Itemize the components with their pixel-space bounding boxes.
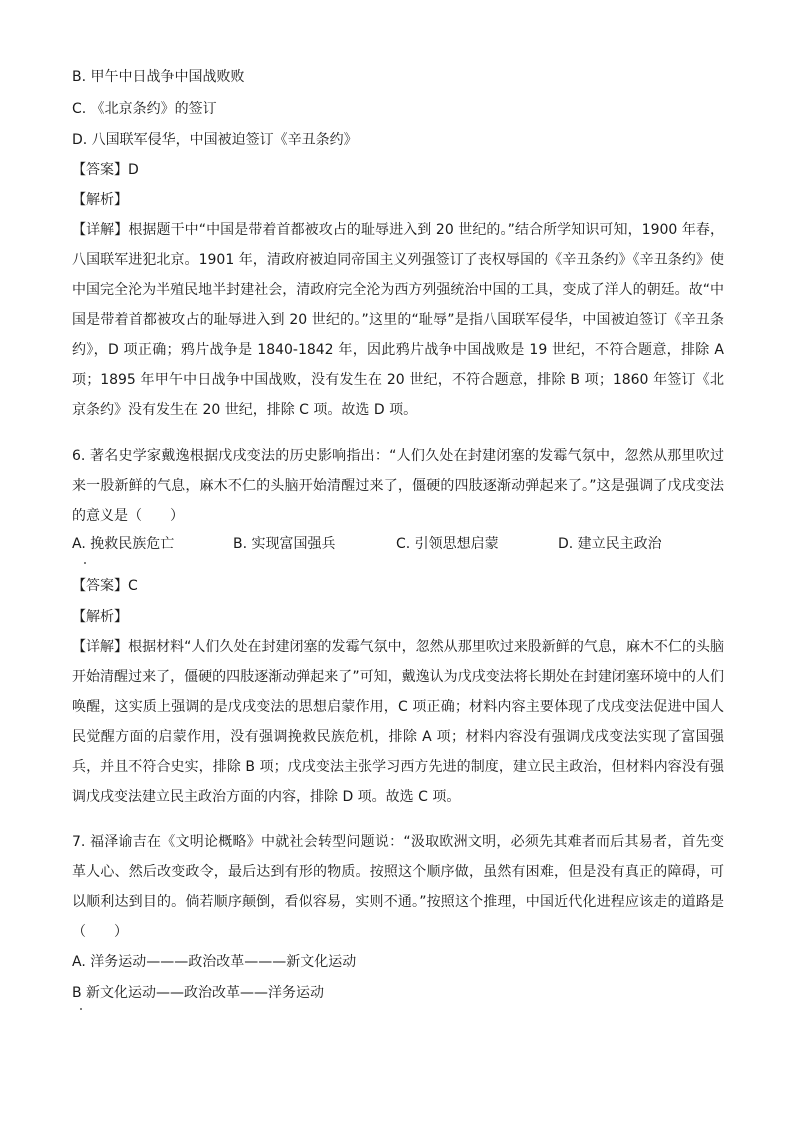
q5-analysis-label: 【解析】 bbox=[72, 192, 128, 208]
q6-option-d: D. 建立民主政治 bbox=[558, 536, 662, 552]
q5-option-c: C. 《北京条约》的签订 bbox=[72, 101, 217, 117]
q5-answer: 【答案】D bbox=[72, 162, 139, 178]
stray-dot bbox=[80, 1008, 82, 1010]
stray-dot bbox=[84, 562, 86, 564]
q5-option-d: D. 八国联军侵华，中国被迫签订《辛丑条约》 bbox=[72, 132, 358, 148]
q7-stem: 7. 福泽谕吉在《文明论概略》中就社会转型问题说：“汲取欧洲文明，必须先其难者而后其易者，首先变革人心、然后改变政令，最后达到有形的物质。按照这个顺序做，虽然有困难，但是没有真正的障碍，可以顺利达到目的。倘若顺序颠倒，看似容易，实则不通。”按照这个推理，中国近代化进程应该走的道路是（ ） bbox=[72, 834, 724, 940]
q6-option-a: A. 挽救民族危亡 bbox=[72, 536, 175, 552]
q6-analysis-label: 【解析】 bbox=[72, 609, 128, 625]
q5-option-b: B. 甲午中日战争中国战败败 bbox=[72, 69, 245, 85]
q6-options bbox=[72, 534, 732, 554]
q6-stem: 6. 著名史学家戴逸根据戊戌变法的历史影响指出：“人们久处在封建闭塞的发霉气氛中，忽然从那里吹过来一股新鲜的气息，麻木不仁的头脑开始清醒过来了，僵硬的四肢逐渐动弹起来了。”这是强调了戊戌变法的意义是（ ） bbox=[72, 448, 724, 524]
q7-option-a: A. 洋务运动———政治改革———新文化运动 bbox=[72, 954, 357, 970]
q6-option-c: C. 引领思想启蒙 bbox=[396, 536, 499, 552]
q6-detail: 【详解】根据材料“人们久处在封建闭塞的发霉气氛中，忽然从那里吹过来股新鲜的气息，麻木不仁的头脑开始清醒过来了，僵硬的四肢逐渐动弹起来了”可知，戴逸认为戊戌变法将长期处在封建闭塞环境中的人们唤醒，这实质上强调的是戊戌变法的思想启蒙作用，C 项正确；材料内容主要体现了戊戌变法促进中国人民觉醒方面的启蒙作用，没有强调挽救民族危机，排除 A 项；材料内容没有强调戊戌变法实现了富国强兵，并且不符合史实，排除 B 项；戊戌变法主张学习西方先进的制度，建立民主政治，但材料内容没有强调戊戌变法建立民主政治方面的内容，排除 D 项。故选 C 项。 bbox=[72, 639, 724, 805]
q7-option-b: B 新文化运动——政治改革——洋务运动 bbox=[72, 985, 325, 1001]
q6-option-b: B. 实现富国强兵 bbox=[233, 536, 336, 552]
q6-answer: 【答案】C bbox=[72, 578, 138, 594]
q5-detail: 【详解】根据题干中“中国是带着首都被攻占的耻辱进入到 20 世纪的。”结合所学知识可知，1900 年春，八国联军进犯北京。1901 年，清政府被迫同帝国主义列强签订了丧权辱国的《辛丑条约》《辛丑条约》使中国完全沦为半殖民地半封建社会，清政府完全沦为西方列强统治中国的工具，变成了洋人的朝廷。故“中国是带着首都被攻占的耻辱进入到 20 世纪的。”这里的“耻辱”是指八国联军侵华，中国被迫签订《辛丑条约》，D 项正确；鸦片战争是 1840-1842 年，因此鸦片战争中国战败是 19 世纪，不符合题意，排除 A 项；1895 年甲午中日战争中国战败，没有发生在 20 世纪，不符合题意，排除 B 项；1860 年签订《北京条约》没有发生在 20 世纪，排除 C 项。故选 D 项。 bbox=[72, 222, 724, 418]
